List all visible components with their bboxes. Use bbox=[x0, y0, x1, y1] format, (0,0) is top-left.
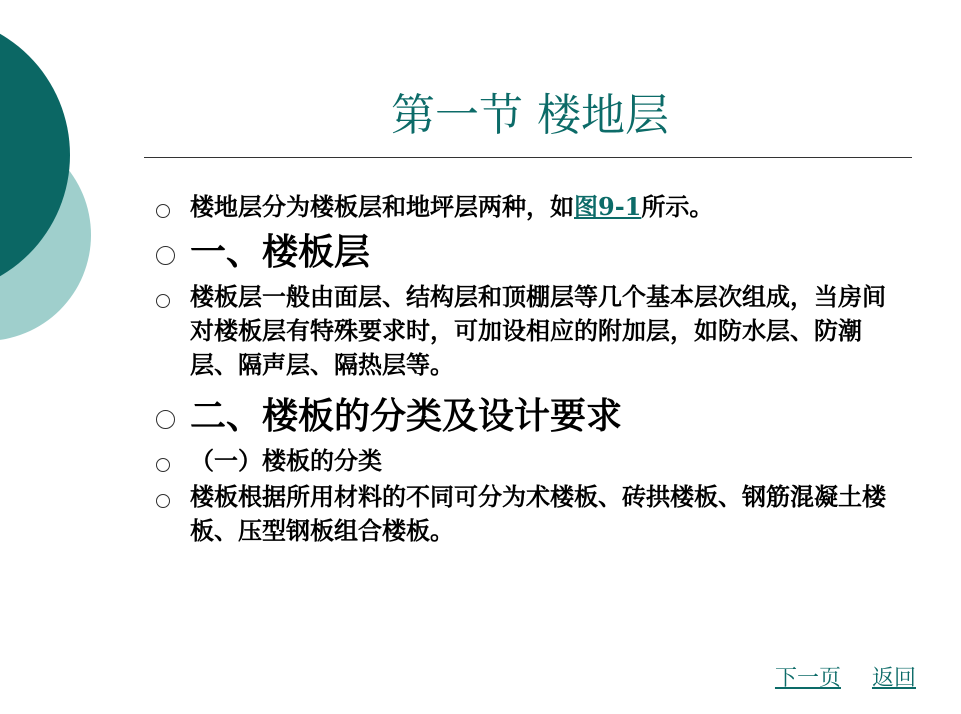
title-divider bbox=[144, 157, 912, 158]
bullet-list bbox=[148, 190, 908, 548]
bullet-text: 楼板层一般由面层、结构层和顶棚层等几个基本层次组成，当房间对楼板层有特殊要求时，可加设相应的附加层，如防水层、防潮层、隔声层、隔热层等。 bbox=[190, 282, 886, 379]
bullet-item bbox=[148, 444, 908, 478]
section-heading-floor-slab bbox=[148, 228, 908, 276]
slide-navigation bbox=[751, 664, 916, 694]
circle-bullet-icon bbox=[156, 494, 170, 508]
bullet-text: 楼地层分为楼板层和地坪层两种，如 bbox=[190, 192, 574, 221]
heading-text: 二、楼板的分类及设计要求 bbox=[190, 395, 623, 437]
circle-bullet-icon bbox=[156, 410, 175, 429]
next-page-link[interactable]: 下一页 bbox=[774, 666, 841, 691]
circle-bullet-icon bbox=[156, 294, 170, 308]
circle-bullet-icon bbox=[156, 204, 170, 218]
bullet-item bbox=[148, 480, 908, 548]
decorative-circles bbox=[0, 0, 140, 400]
back-link[interactable]: 返回 bbox=[871, 666, 916, 691]
bullet-text: 所示。 bbox=[641, 192, 714, 221]
section-heading-classification bbox=[148, 392, 908, 440]
bullet-item bbox=[148, 280, 908, 382]
heading-text: 一、楼板层 bbox=[190, 231, 371, 273]
bullet-text: （一）楼板的分类 bbox=[190, 446, 382, 475]
circle-bullet-icon bbox=[156, 458, 170, 472]
circle-bullet-icon bbox=[156, 246, 175, 265]
figure-9-1-link[interactable]: 图9-1 bbox=[574, 192, 642, 221]
slide-title: 第一节 楼地层 bbox=[391, 90, 669, 141]
bullet-text: 楼板根据所用材料的不同可分为术楼板、砖拱楼板、钢筋混凝土楼板、压型钢板组合楼板。 bbox=[190, 482, 886, 545]
bullet-item bbox=[148, 190, 908, 224]
